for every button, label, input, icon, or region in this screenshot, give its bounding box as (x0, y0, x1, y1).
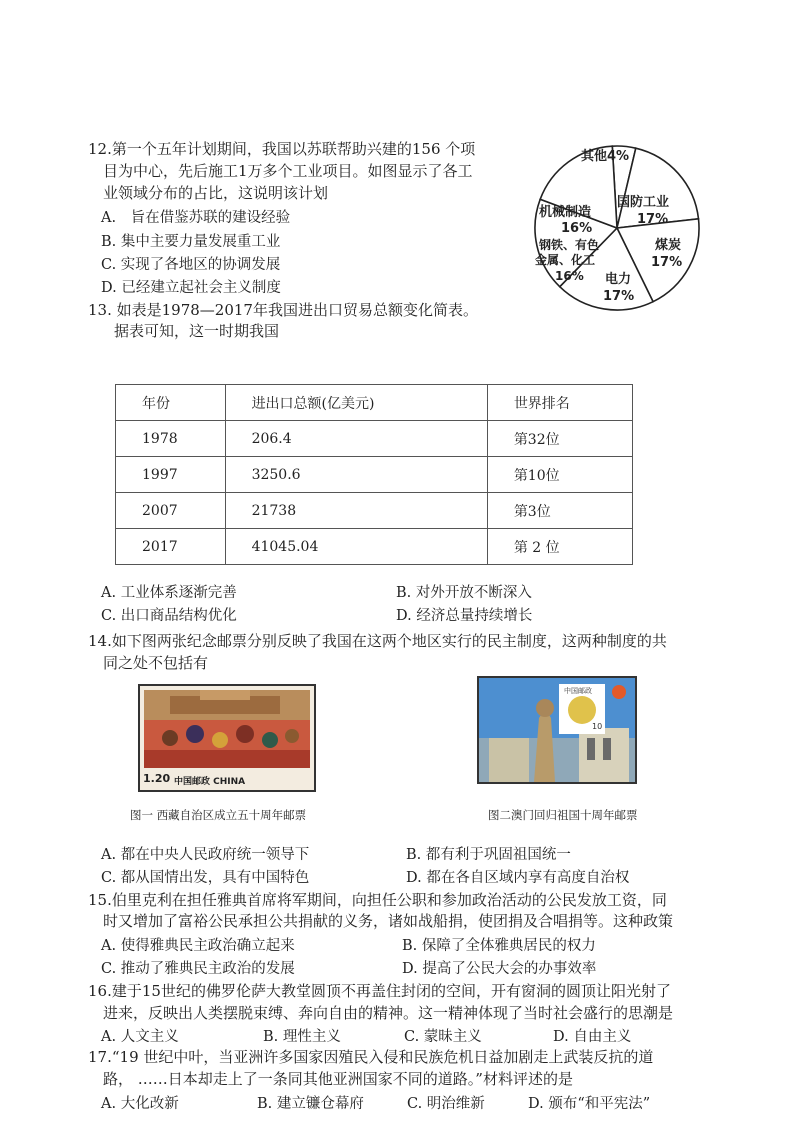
macau-stamp-text: 中国邮政 (564, 687, 592, 695)
q15-line1: 15.伯里克利在担任雅典首席将军期间，向担任公职和参加政治活动的公民发放工资，同 (88, 891, 667, 909)
q12-line2: 目为中心，先后施工1万多个工业项目。如图显示了各工 (103, 162, 473, 180)
q12-line1: 12.第一个五年计划期间，我国以苏联帮助兴建的156 个项 (88, 140, 476, 158)
stamp2-caption: 图二澳门回归祖国十周年邮票 (488, 808, 638, 822)
q12-option-d: D. 已经建立起社会主义制度 (101, 280, 281, 296)
table-row (116, 421, 633, 457)
q13-option-a: A. 工业体系逐渐完善 (101, 585, 237, 601)
table-cell: 21738 (225, 493, 487, 529)
pie-label-other: 其他4% (581, 149, 630, 164)
q13-line1: 13. 如表是1978—2017年我国进出口贸易总额变化简表。 (88, 301, 478, 319)
q16-option-c: C. 蒙昧主义 (404, 1029, 482, 1045)
q13-option-b: B. 对外开放不断深入 (396, 585, 532, 601)
q17-line1: 17.“19 世纪中叶，当亚洲许多国家因殖民入侵和民族危机日益加剧走上武装反抗的道 (88, 1048, 654, 1066)
tibet-stamp-text: 中国邮政 CHINA (174, 777, 246, 787)
pie-value-power: 17% (603, 289, 635, 304)
q14-option-d: D. 都在各自区域内享有高度自治权 (406, 870, 630, 886)
q16-line1: 16.建于15世纪的佛罗伦萨大教堂圆顶不再盖住封闭的空间，开有窗洞的圆顶让阳光射了 (88, 982, 671, 1000)
pie-label-steel-1: 钢铁、有色 (539, 238, 600, 252)
macau-stamp-value: 10 (592, 722, 603, 731)
pie-value-steel: 16% (555, 269, 584, 283)
q13-option-d: D. 经济总量持续增长 (396, 608, 533, 624)
table-row (116, 529, 633, 565)
q16-option-b: B. 理性主义 (263, 1029, 341, 1045)
table-cell: 第10位 (487, 457, 632, 493)
q17-line2: 路， ……日本却走上了一条同其他亚洲国家不同的道路。”材料评述的是 (103, 1070, 573, 1088)
table-row (116, 457, 633, 493)
q13-option-c: C. 出口商品结构优化 (101, 608, 237, 624)
table-header: 年份 (116, 385, 226, 421)
pie-label-machinery: 机械制造 (539, 205, 592, 220)
q16-line2: 进来，反映出人类摆脱束缚、奔向自由的精神。这一精神体现了当时社会盛行的思潮是 (103, 1004, 674, 1022)
pie-label-coal: 煤炭 (655, 238, 682, 253)
q12-line3: 业领域分布的占比，这说明该计划 (103, 184, 329, 202)
pie-label-steel-2: 金属、化工 (535, 253, 596, 267)
q14-line2: 同之处不包括有 (103, 654, 209, 672)
q15-option-b: B. 保障了全体雅典居民的权力 (402, 938, 596, 954)
q12-option-a: A. 旨在借鉴苏联的建设经验 (101, 210, 291, 226)
table-cell: 1997 (116, 457, 226, 493)
q16-option-d: D. 自由主义 (553, 1029, 632, 1045)
q14-option-b: B. 都有利于巩固祖国统一 (406, 847, 571, 863)
table-cell: 第32位 (487, 421, 632, 457)
table-cell: 2007 (116, 493, 226, 529)
trade-table (115, 384, 633, 565)
table-header-row (116, 385, 633, 421)
macau-stamp-artwork (479, 678, 635, 782)
q17-option-d: D. 颁布“和平宪法” (528, 1096, 651, 1112)
table-cell: 3250.6 (225, 457, 487, 493)
q12-option-b: B. 集中主要力量发展重工业 (101, 234, 281, 250)
q15-option-d: D. 提高了公民大会的办事效率 (402, 961, 597, 977)
pie-label-power: 电力 (605, 272, 632, 287)
pie-value-machinery: 16% (561, 221, 593, 236)
table-cell: 第 2 位 (487, 529, 632, 565)
q12-option-c: C. 实现了各地区的协调发展 (101, 257, 281, 273)
table-cell: 第3位 (487, 493, 632, 529)
tibet-stamp-image (138, 684, 316, 792)
table-header: 进出口总额(亿美元) (225, 385, 487, 421)
q13-line2: 据表可知，这一时期我国 (114, 322, 280, 340)
q14-line1: 14.如下图两张纪念邮票分别反映了我国在这两个地区实行的民主制度，这两种制度的共 (88, 632, 667, 650)
q17-option-b: B. 建立镰仓幕府 (257, 1096, 364, 1112)
stamp1-caption: 图一 西藏自治区成立五十周年邮票 (130, 808, 307, 822)
q16-option-a: A. 人文主义 (101, 1029, 179, 1045)
table-row (116, 493, 633, 529)
q17-option-c: C. 明治维新 (407, 1096, 485, 1112)
table-cell: 41045.04 (225, 529, 487, 565)
q14-option-c: C. 都从国情出发，具有中国特色 (101, 870, 310, 886)
pie-value-defense: 17% (637, 212, 669, 227)
pie-label-defense: 国防工业 (617, 195, 670, 210)
q15-option-c: C. 推动了雅典民主政治的发展 (101, 961, 295, 977)
macau-stamp-image (477, 676, 637, 784)
q14-option-a: A. 都在中央人民政府统一领导下 (101, 847, 310, 863)
table-cell: 1978 (116, 421, 226, 457)
tibet-stamp-value: 1.20 (143, 772, 171, 785)
q15-option-a: A. 使得雅典民主政治确立起来 (101, 938, 295, 954)
pie-value-coal: 17% (651, 255, 683, 270)
q15-line2: 时又增加了富裕公民承担公共捐献的义务，诸如战船捐，使团捐及合唱捐等。这种政策 (103, 912, 674, 930)
q17-option-a: A. 大化改新 (101, 1096, 179, 1112)
table-cell: 206.4 (225, 421, 487, 457)
industry-pie-chart (525, 140, 710, 320)
table-header: 世界排名 (487, 385, 632, 421)
table-cell: 2017 (116, 529, 226, 565)
